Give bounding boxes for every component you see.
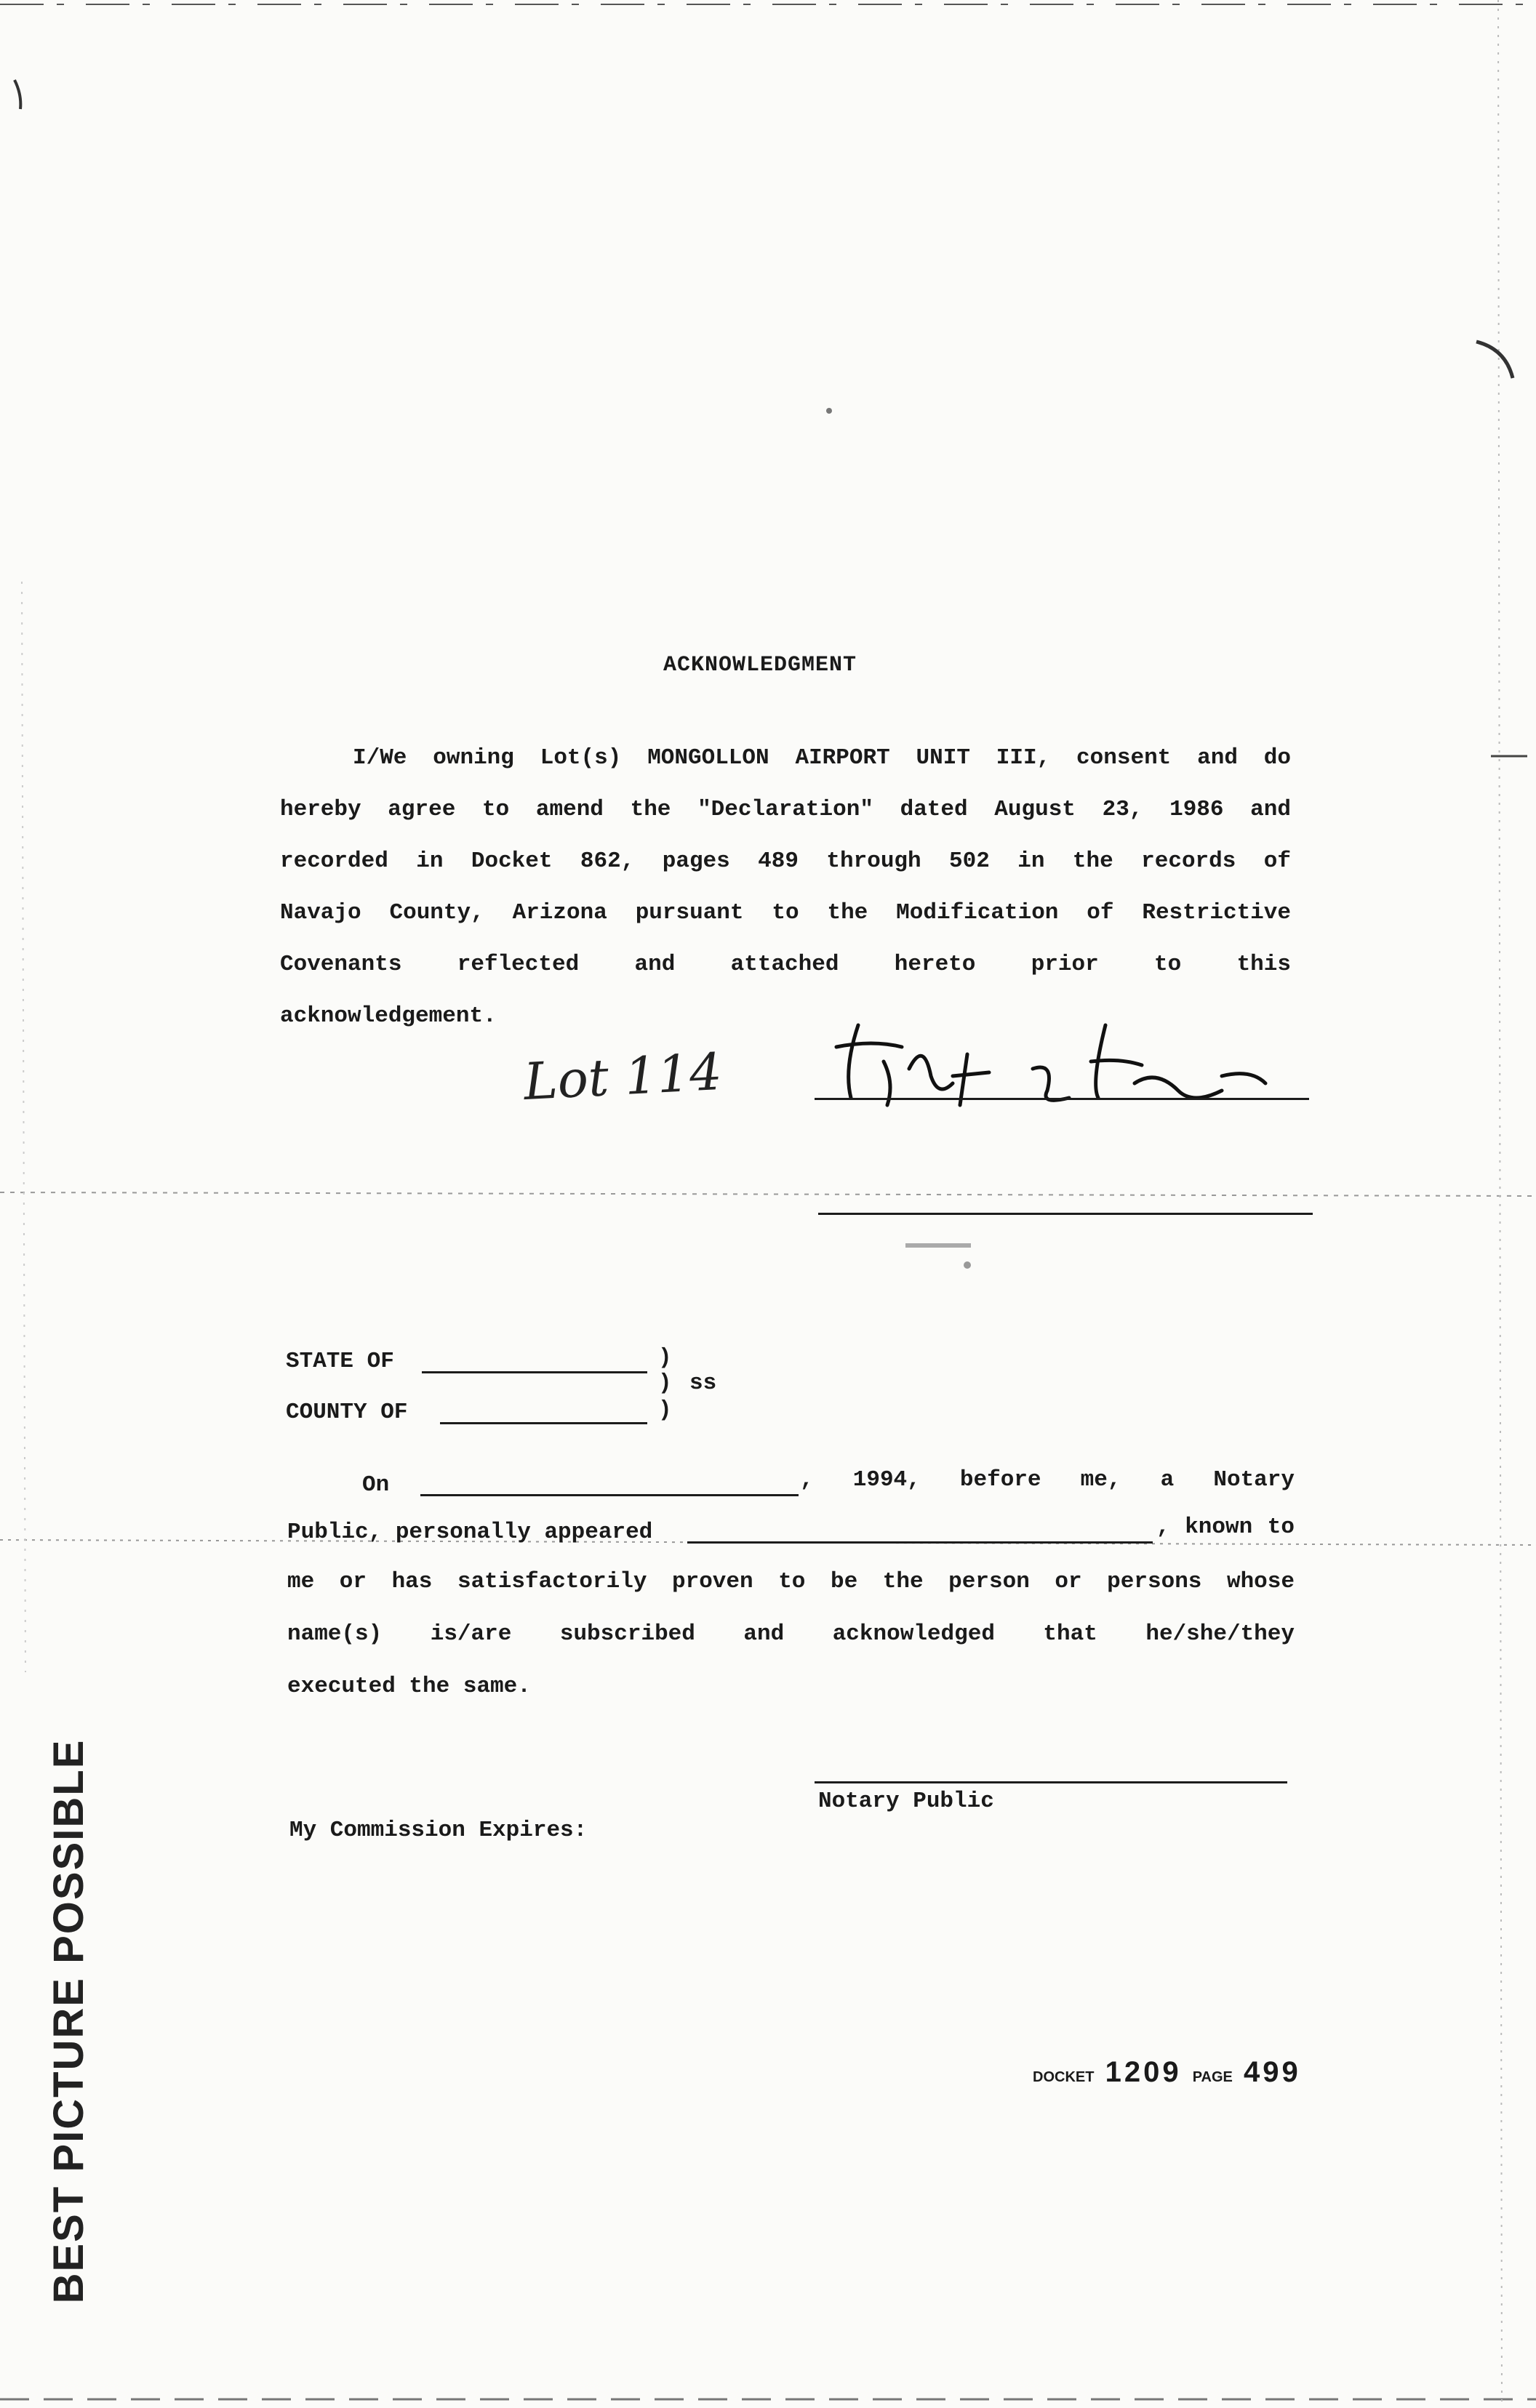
docket-stamp bbox=[1033, 2056, 1301, 2089]
county-label: COUNTY OF bbox=[286, 1400, 408, 1425]
name-blank bbox=[687, 1541, 1153, 1544]
paragraph1-line-2: hereby agree to amend the "Declaration" dated August 23, 1986 and bbox=[280, 797, 1291, 822]
bracket-bottom: ) bbox=[658, 1397, 672, 1423]
year-text: , 1994, before me, a Notary bbox=[800, 1467, 1295, 1493]
notary-label: Notary Public bbox=[818, 1789, 994, 1814]
known-to-text: , known to bbox=[1156, 1514, 1295, 1540]
second-signature-line bbox=[818, 1213, 1313, 1215]
bracket-top: ) bbox=[658, 1345, 672, 1370]
notary-signature-line bbox=[815, 1781, 1287, 1783]
docket-label: DOCKET bbox=[1033, 2069, 1095, 2085]
signature-line bbox=[815, 1098, 1309, 1100]
paragraph2-line-4: name(s) is/are subscribed and acknowledged that he/she/they bbox=[287, 1621, 1295, 1647]
paragraph1-line-6: acknowledgement. bbox=[280, 1003, 497, 1029]
signature-image bbox=[815, 996, 1309, 1127]
ss-label: ss bbox=[689, 1370, 717, 1396]
handwritten-lot: Lot 114 bbox=[522, 1041, 724, 1112]
paragraph2-line-3: me or has satisfactorily proven to be the person or persons whose bbox=[287, 1569, 1295, 1594]
date-blank bbox=[420, 1494, 799, 1496]
stamp-text: BEST PICTURE POSSIBLE bbox=[45, 1738, 92, 2304]
paragraph1-line-4: Navajo County, Arizona pursuant to the Modification of Restrictive bbox=[280, 900, 1291, 926]
bracket-middle: ) bbox=[658, 1370, 672, 1396]
best-picture-stamp bbox=[15, 1687, 124, 2327]
county-blank bbox=[440, 1422, 647, 1424]
on-label: On bbox=[362, 1472, 390, 1498]
paragraph1-line-1: I/We owning Lot(s) MONGOLLON AIRPORT UNIT III, consent and do bbox=[353, 745, 1291, 771]
state-blank bbox=[422, 1371, 647, 1373]
commission-label: My Commission Expires: bbox=[289, 1818, 588, 1843]
page-label: PAGE bbox=[1192, 2069, 1233, 2085]
paragraph2-line-5: executed the same. bbox=[287, 1674, 531, 1699]
document-title: ACKNOWLEDGMENT bbox=[663, 653, 857, 678]
state-label: STATE OF bbox=[286, 1349, 394, 1374]
docket-number: 1209 bbox=[1105, 2056, 1182, 2088]
page-number: 499 bbox=[1244, 2056, 1301, 2088]
paragraph1-line-5: Covenants reflected and attached hereto prior to this bbox=[280, 952, 1291, 977]
appeared-label: Public, personally appeared bbox=[287, 1520, 653, 1545]
paragraph1-line-3: recorded in Docket 862, pages 489 through 502 in the records of bbox=[280, 848, 1291, 874]
